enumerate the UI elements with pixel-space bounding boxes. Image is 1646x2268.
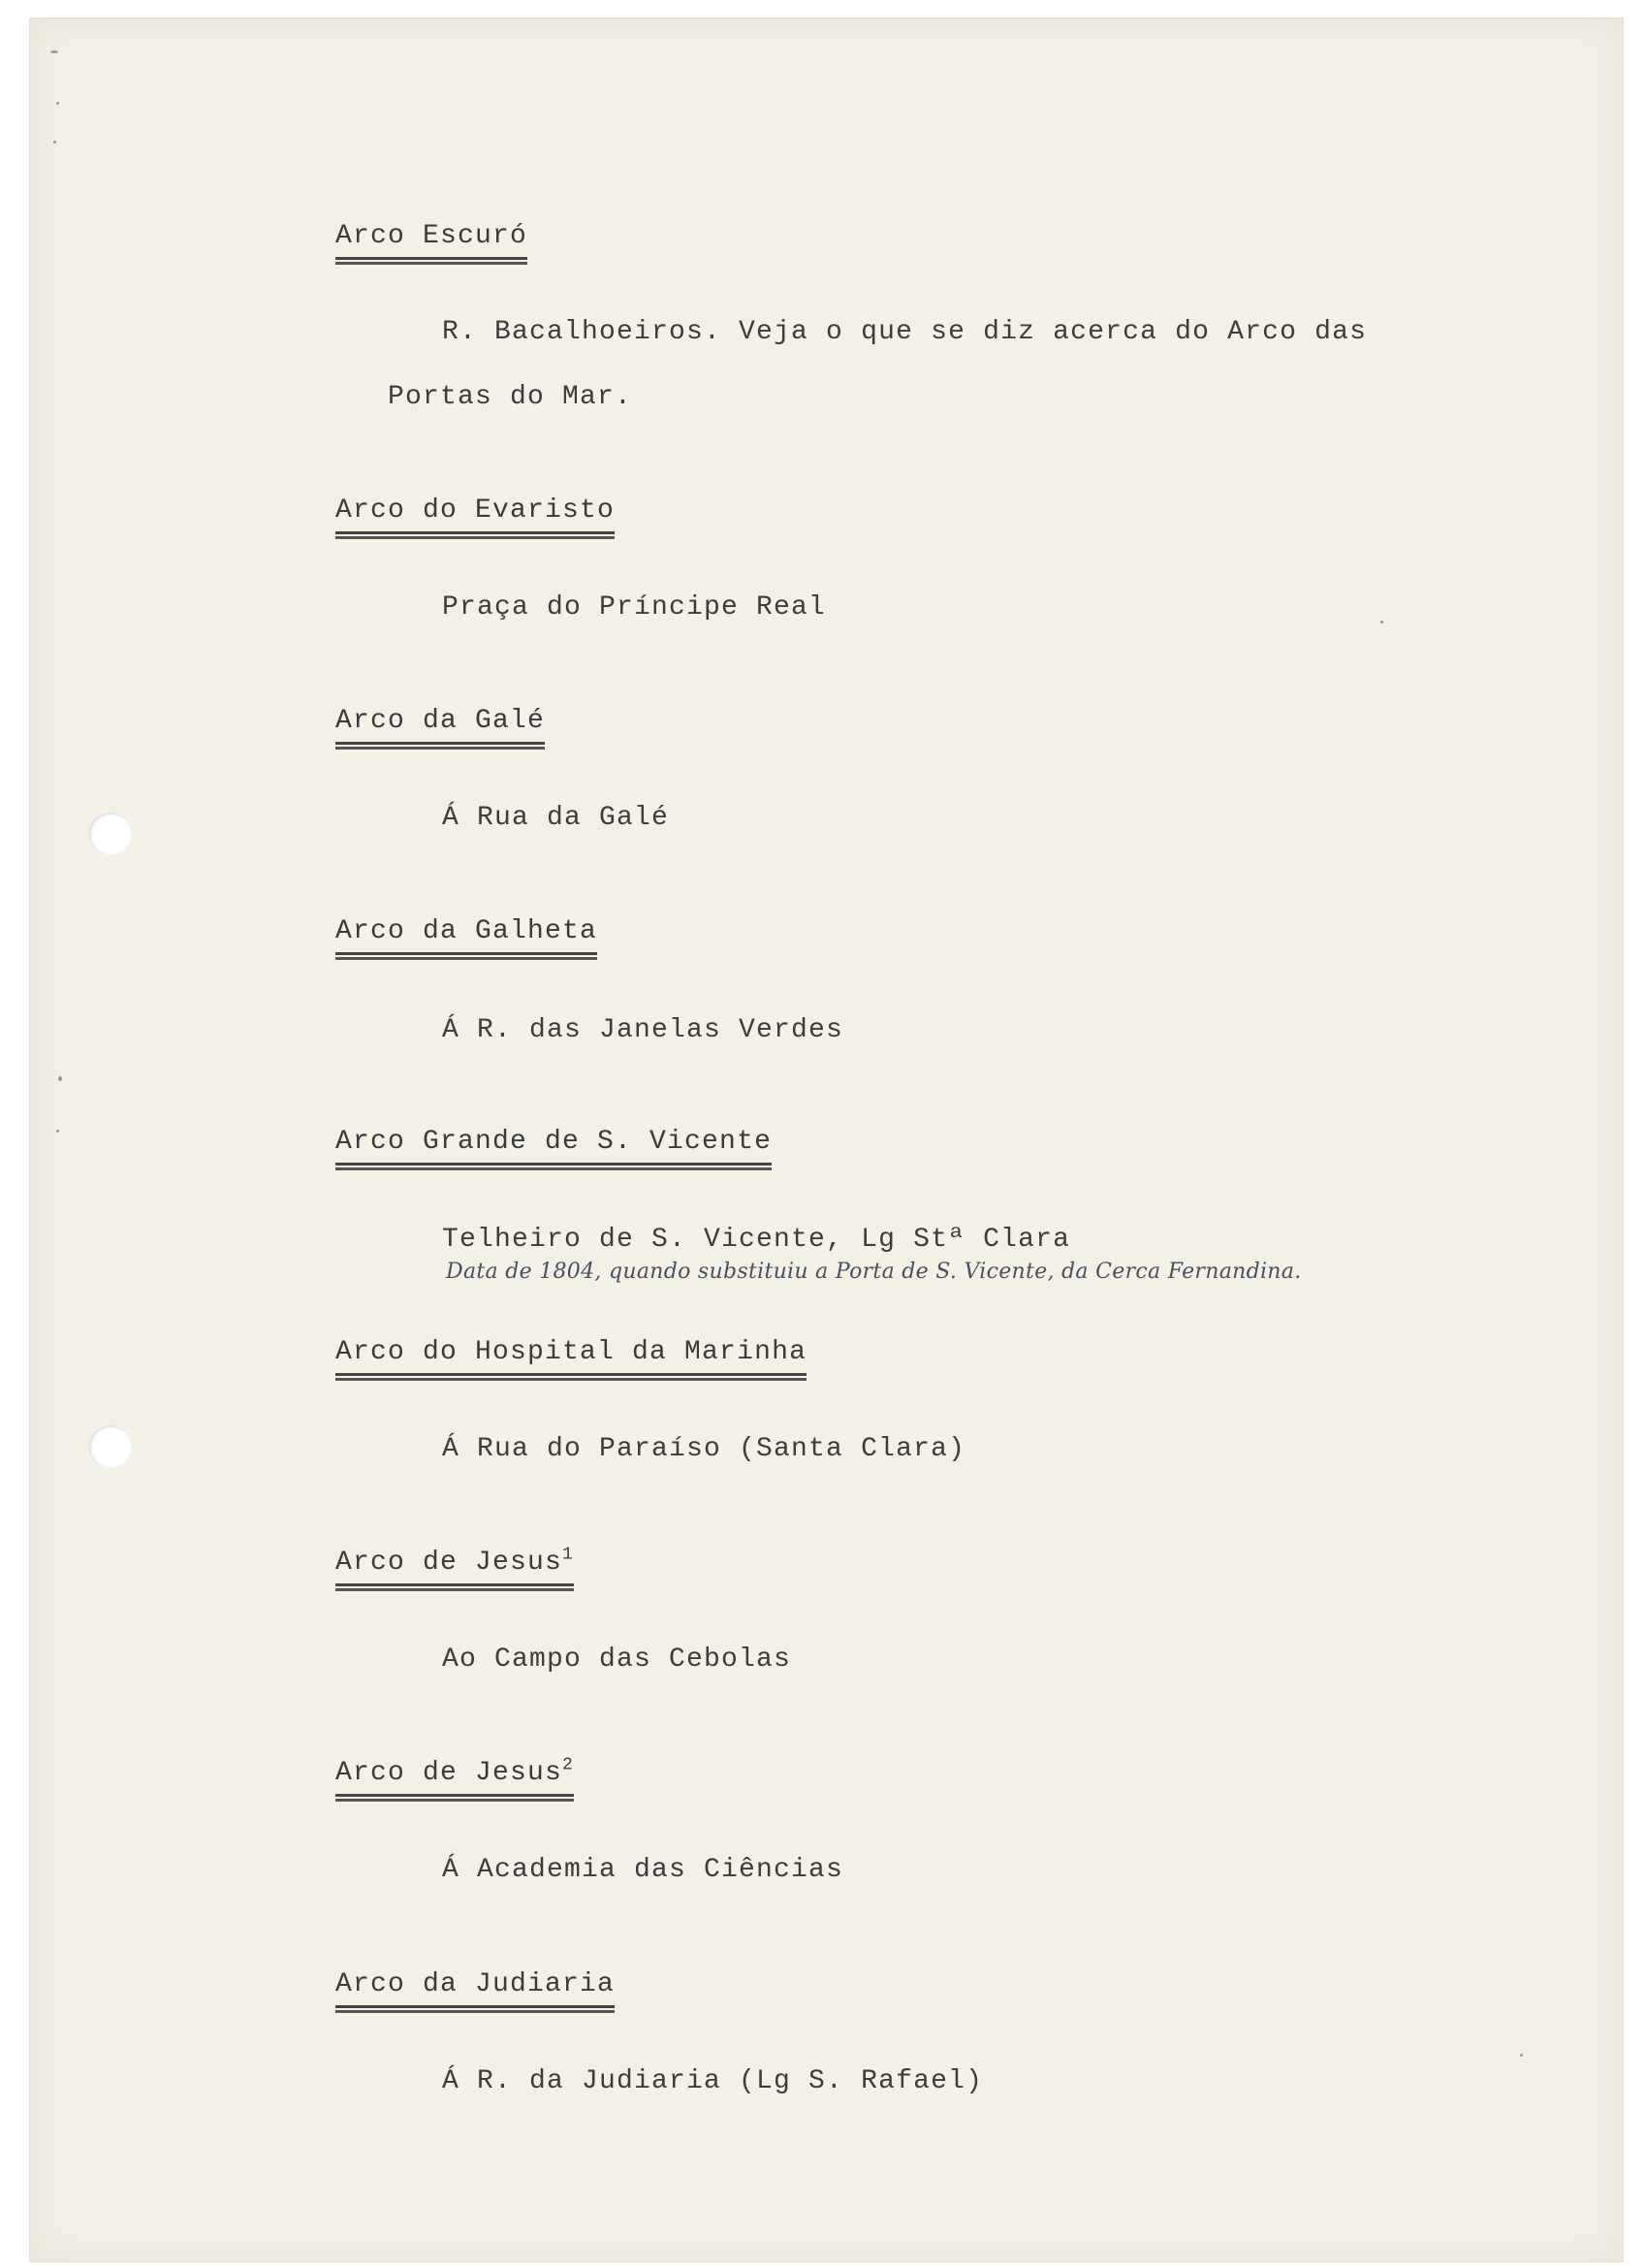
entry-location: Telheiro de S. Vicente, Lg Stª Clara	[442, 1225, 1071, 1255]
paper-speck	[56, 1130, 59, 1133]
paper-speck	[58, 1076, 62, 1081]
entry-location: R. Bacalhoeiros. Veja o que se diz acerca do Arco das	[442, 317, 1368, 347]
entry-heading-text: Arco de Jesus	[335, 1758, 563, 1788]
entry-heading-text: Arco de Jesus	[335, 1548, 563, 1578]
entry-location: Á Academia das Ciências	[442, 1855, 844, 1885]
entry-location: Á Rua da Galé	[442, 803, 670, 833]
entry-heading: Arco Grande de S. Vicente	[335, 1126, 772, 1166]
entry-location: Á R. da Judiaria (Lg S. Rafael)	[442, 2066, 984, 2096]
entry-heading: Arco da Galé	[335, 705, 545, 745]
punch-hole	[89, 1425, 132, 1468]
punch-hole	[89, 813, 132, 855]
entry-heading: Arco da Galheta	[335, 915, 597, 955]
entry-location-continued: Portas do Mar.	[388, 382, 633, 412]
entry-heading: Arco da Judiaria	[335, 1968, 615, 2008]
paper-speck	[1520, 2054, 1523, 2057]
entry-heading: Arco Escuró	[335, 220, 527, 260]
paper-speck	[1380, 621, 1383, 623]
entry-location: Ao Campo das Cebolas	[442, 1645, 792, 1675]
entry-heading: Arco do Hospital da Marinha	[335, 1336, 807, 1376]
paper-speck	[50, 50, 58, 53]
entry-heading: Arco do Evaristo	[335, 495, 615, 534]
document-page	[29, 17, 1624, 2262]
entry-location: Á Rua do Paraíso (Santa Clara)	[442, 1434, 966, 1464]
footnote-mark: 1	[562, 1545, 575, 1565]
paper-speck	[53, 141, 56, 144]
footnote-mark: 2	[562, 1755, 575, 1775]
entry-location: Á R. das Janelas Verdes	[442, 1015, 844, 1045]
paper-speck	[56, 102, 59, 105]
handwritten-note: Data de 1804, quando substituiu a Porta de S. Vicente, da Cerca Fernandina.	[446, 1260, 1302, 1284]
entry-heading	[335, 1547, 574, 1586]
entry-heading	[335, 1757, 574, 1797]
entry-location: Praça do Príncipe Real	[442, 592, 827, 623]
